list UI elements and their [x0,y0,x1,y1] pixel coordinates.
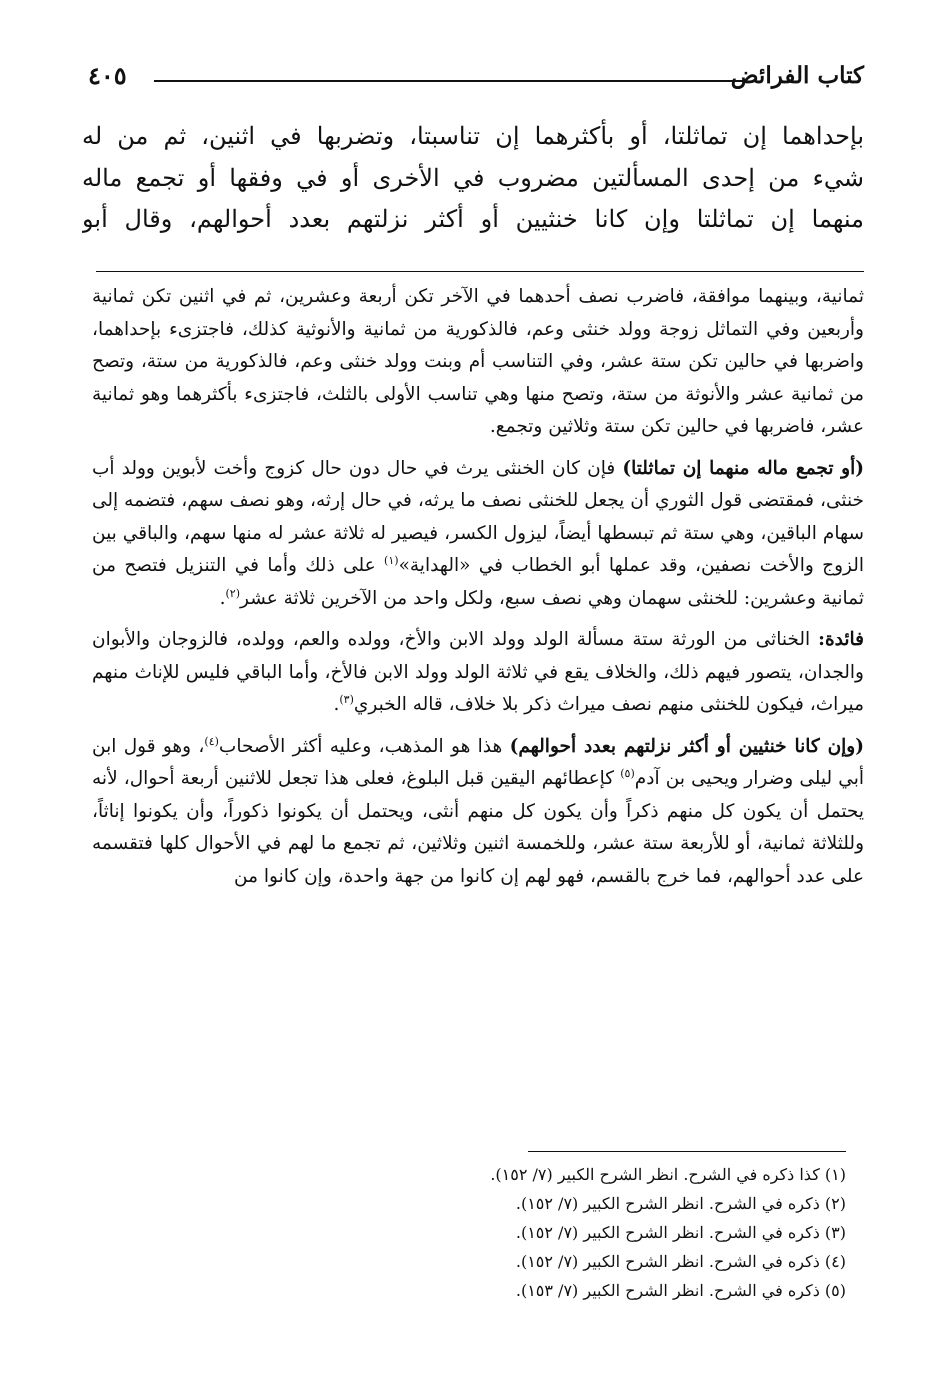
paragraph-text: ، وهو قول ابن أبي ليلى وضرار ويحيى بن آدم [92,735,865,789]
benefit-label: فائدة: [818,629,864,650]
paragraph-text: . [333,694,340,715]
header-title: كتاب الفرائض [730,62,864,89]
quoted-text: (أو تجمع ماله منهما إن تماثلتا) [622,457,864,479]
commentary-paragraph [92,624,864,722]
commentary-separator [96,271,864,272]
paragraph-text: . [219,587,226,609]
footnotes [106,1160,846,1305]
paragraph-text: الخناثى من الورثة ستة مسألة الولد وولد الابن والأخ، وولده والعم، وولده، فالزوجان والأبوان والجدان، يتصور فيهم ذلك، والخلاف يقع في ثلاثة الولد وولد الابن فالأخ، وأما الباقي فليس للإناث منهم ميراث، فيكون للخنثى منهم نصف ميراث ذكر بلا خلاف، قاله الخبري [92,629,864,715]
commentary [92,281,864,893]
footnote-ref[interactable]: (١) [384,553,399,567]
commentary-paragraph [92,731,864,894]
paragraph-text: على ذلك وأما في التنزيل فتصح من ثمانية وعشرين: للخنثى سهمان وهي نصف سبع، ولكل واحد من الآخرين ثلاثة عشر [92,555,864,609]
main-text-line: شيء من إحدى المسألتين مضروب في الأخرى أو في وفقها أو تجمع ماله [82,163,864,192]
footnote: (٣) ذكره في الشرح. انظر الشرح الكبير (٧/ ١٥٢). [515,1223,846,1242]
main-text-line: منهما إن تماثلتا وإن كانا خنثيين أو أكثر نزلتهم بعدد أحوالهم، وقال أبو [82,205,864,233]
commentary-paragraph: ثمانية، وبينهما موافقة، فاضرب نصف أحدهما في الآخر تكن أربعة وعشرين، ثم في اثنين تكن ثمانية وأربعين وفي التماثل زوجة وولد خنثى وعم، فالذكورية من ثمانية والأنوثية كذلك، فاجتزىء بإحداهما، واضربها في حالين تكن ستة عشر، وفي التناسب أم وبنت وولد خنثى وعم، فالذكورية من ستة، وتصح من ثمانية عشر والأنوثة من ستة، وتصح منها وهي تناسب الأولى بالثلث، فاجتزىء بأكثرهما وهو ثمانية عشر، فاضربها في حالين تكن ستة وثلاثين وتجمع. [92,286,864,437]
paragraph-text: كإعطائهم اليقين قبل البلوغ، فعلى هذا تجعل للاثنين أربعة أحوال، لأنه يحتمل أن يكون كل منهم ذكراً وأن يكون كل منهم أنثى، ويحتمل أن يكونوا ذكوراً، وأن يكونوا إناثاً، وللثلاثة ثمانية، أو للأربعة ستة عشر، وللخمسة اثنين وثلاثين، ثم تجمع ما لهم في الأحوال كلها فتقسمه على عدد أحوالهم، فما خرج بالقسم، فهو لهم إن كانوا من جهة واحدة، وإن كانوا من [92,768,864,887]
main-text [82,116,864,241]
header-rule [154,80,744,82]
footnote-ref[interactable]: (٤) [204,734,219,748]
paragraph-text: هذا هو المذهب، وعليه أكثر الأصحاب [218,735,510,757]
main-text-line: بإحداهما إن تماثلتا، أو بأكثرهما إن تناسبتا، وتضربها في اثنين، ثم من له [82,122,864,150]
quoted-text: (وإن كانا خنثيين أو أكثر نزلتهم بعدد أحوالهم) [509,735,864,757]
footnote-ref[interactable]: (٣) [339,692,354,706]
footnote: (٤) ذكره في الشرح. انظر الشرح الكبير (٧/ ١٥٢). [515,1252,846,1271]
footnote-separator [528,1151,846,1152]
commentary-paragraph [92,453,864,616]
paragraph-text: فإن كان الخنثى يرث في حال دون حال كزوج وأخت لأبوين وولد أب خنثى، فمقتضى قول الثوري أن يجعل للخنثى نصف ما يرثه، في حال إرثه، وهو نصف سهم، فتضمه إلى سهام الباقين، وهي ستة ثم تبسطها أيضاً، ليزول الكسر، فيصير له ثلاثة عشر له منها سهم، والباقي بين الزوج والأخت نصفين، وقد عملها أبو الخطاب في «الهداية» [92,457,864,576]
footnote: (٢) ذكره في الشرح. انظر الشرح الكبير (٧/ ١٥٢). [515,1194,846,1213]
footnote: (١) كذا ذكره في الشرح. انظر الشرح الكبير (٧/ ١٥٢). [490,1165,846,1184]
footnote: (٥) ذكره في الشرح. انظر الشرح الكبير (٧/ ١٥٣). [515,1281,846,1300]
footnote-ref[interactable]: (٢) [225,586,240,600]
page-number: ٤٠٥ [88,61,127,90]
footnote-ref[interactable]: (٥) [620,766,635,780]
running-header [88,58,864,94]
